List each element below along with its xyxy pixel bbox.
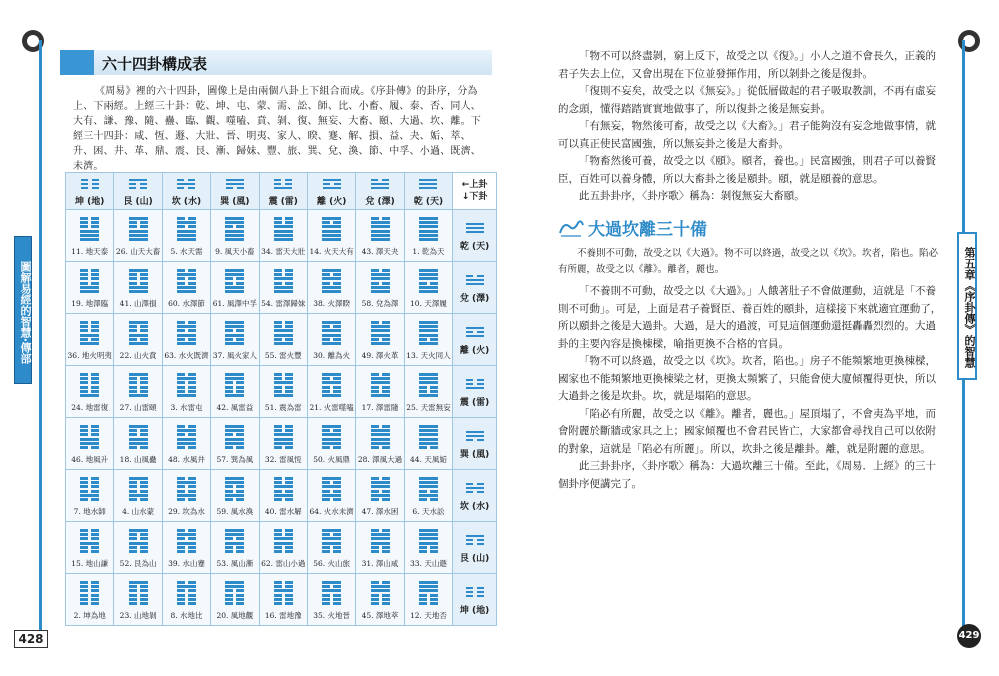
hexagram-icon	[308, 477, 355, 507]
hexagram-icon	[308, 321, 355, 351]
lower-trigram-header	[453, 574, 497, 626]
hexagram-cell	[114, 470, 162, 522]
lower-trigram-label: 兌 (澤)	[459, 293, 490, 304]
upper-trigram-label: 離 (火)	[316, 196, 347, 207]
hexagram-icon	[114, 529, 161, 559]
hexagram-name: 3. 水雷屯	[170, 402, 203, 412]
hexagram-cell	[307, 314, 355, 366]
hexagram-name: 45. 澤地萃	[361, 610, 399, 620]
hexagram-cell	[162, 210, 210, 262]
trigram-icon	[66, 176, 113, 194]
hexagram-icon	[356, 217, 403, 247]
lower-trigram-label: 震 (雷)	[459, 397, 490, 408]
hexagram-name: 12. 天地否	[410, 610, 447, 620]
hexagram-icon	[66, 581, 113, 611]
hexagram-name: 36. 地火明夷	[67, 350, 112, 360]
hexagram-icon	[260, 581, 307, 611]
page-number: 428	[14, 630, 48, 648]
paragraph: 「陷必有所麗，故受之以《離》。離者，麗也。」屋頂塌了，不會夷為平地，而會附麗於斷牆或家具之上；國家傾覆也不會君民皆亡，大家都會尋找自己可以依附的對象，這就是「陷必有所麗」。所以，坎卦之後是離卦。離，就是附麗的意思。	[558, 407, 936, 455]
trigram-icon	[453, 220, 496, 239]
upper-trigram-header	[259, 173, 307, 210]
lower-trigram-label: 艮 (山)	[459, 553, 490, 564]
upper-trigram-label: 坤 (地)	[75, 196, 105, 207]
hexagram-cell	[162, 522, 210, 574]
hexagram-icon	[356, 373, 403, 403]
intro-paragraph: 《周易》裡的六十四卦，圖像上是由兩個八卦上下組合而成。《序卦傳》的卦序，分為上、下兩經。上經三十卦：乾、坤、屯、蒙、需、訟、師、比、小畜、履、泰、否、同人、大有、謙、豫、隨、蠱、臨、觀、噬嗑、賁、剝、復、無妄、大畜、頤、大過、坎、離。下經三十四卦：咸、恆、遯、大壯、晉、明夷、家人、睽、蹇、解、損、益、夬、姤、萃、升、困、井、革、鼎、震、艮、漸、歸妹、豐、旅、巽、兌、渙、節、中孚、小過、既濟、未濟。	[73, 86, 481, 172]
paragraph: 此三卦卦序，〈卦序歌〉稱為：大過坎離三十備。至此，《周易．上經》的三十個卦序便講完了。	[558, 460, 936, 490]
hexagram-cell	[356, 418, 404, 470]
hexagram-icon	[163, 373, 210, 403]
hexagram-icon	[308, 373, 355, 403]
hexagram-icon	[356, 581, 403, 611]
hexagram-icon	[114, 373, 161, 403]
hexagram-cell	[66, 210, 114, 262]
hexagram-cell	[307, 574, 355, 626]
hexagram-name: 14. 火天大有	[309, 246, 354, 256]
hexagram-icon	[114, 269, 161, 299]
hexagram-cell	[404, 470, 452, 522]
hexagram-icon	[405, 373, 452, 403]
hexagram-icon	[260, 217, 307, 247]
hexagram-icon	[66, 217, 113, 247]
hexagram-name: 48. 水風井	[168, 454, 205, 464]
hexagram-icon	[163, 581, 210, 611]
hexagram-icon	[260, 529, 307, 559]
hexagram-icon	[405, 581, 452, 611]
lower-trigram-header	[453, 366, 497, 418]
chapter-tab: 第五章《序卦傳》的智慧	[957, 232, 977, 380]
hexagram-cell	[307, 366, 355, 418]
hexagram-icon	[260, 269, 307, 299]
upper-trigram-label: 坎 (水)	[171, 196, 202, 207]
upper-trigram-header	[307, 173, 355, 210]
hexagram-name: 38. 火澤睽	[313, 298, 351, 308]
hexagram-name: 56. 火山旅	[313, 558, 351, 568]
hexagram-cell	[162, 574, 210, 626]
lower-trigram-hint: ↓下卦	[461, 192, 488, 202]
table-row	[66, 470, 497, 522]
trigram-icon	[211, 176, 258, 194]
hexagram-name: 26. 山天大畜	[115, 246, 161, 256]
hexagram-icon	[114, 425, 161, 455]
hexagram-cell	[259, 366, 307, 418]
upper-trigram-header	[404, 173, 452, 210]
left-page	[0, 0, 499, 676]
hexagram-icon	[211, 581, 258, 611]
hexagram-name: 32. 雷風恆	[264, 454, 302, 464]
edge-line	[39, 40, 42, 630]
hexagram-cell	[66, 366, 114, 418]
trigram-icon	[453, 532, 496, 551]
hexagram-name: 19. 地澤臨	[71, 298, 109, 308]
table-row	[66, 210, 497, 262]
wave-icon	[60, 50, 94, 75]
hexagram-name: 7. 地水師	[73, 506, 106, 516]
hexagram-name: 63. 水火既濟	[164, 350, 209, 360]
hexagram-name: 49. 澤火革	[361, 350, 399, 360]
hexagram-cell	[162, 470, 210, 522]
hexagram-name: 18. 山風蠱	[119, 454, 157, 464]
hexagram-icon	[356, 425, 403, 455]
hexagram-icon	[114, 217, 161, 247]
trigram-icon	[453, 480, 496, 499]
hexagram-cell	[259, 418, 307, 470]
hexagram-icon	[260, 425, 307, 455]
hexagram-name: 46. 地風升	[71, 454, 109, 464]
trigram-icon	[260, 176, 307, 194]
hexagram-icon	[308, 529, 355, 559]
hexagram-icon	[163, 529, 210, 559]
hexagram-name: 31. 澤山咸	[361, 558, 399, 568]
hexagram-name: 50. 火風鼎	[313, 454, 351, 464]
hexagram-name: 23. 山地剝	[119, 610, 157, 620]
hexagram-icon	[163, 217, 210, 247]
hexagram-cell	[211, 522, 259, 574]
hexagram-icon	[163, 425, 210, 455]
hexagram-name: 15. 地山謙	[71, 558, 109, 568]
hexagram-cell	[259, 574, 307, 626]
lower-trigram-label: 乾 (天)	[459, 241, 490, 252]
hexagram-name: 62. 雷山小過	[261, 558, 306, 568]
upper-trigram-header	[356, 173, 404, 210]
lower-trigram-header	[453, 418, 497, 470]
hexagram-icon	[114, 321, 161, 351]
hexagram-icon	[356, 477, 403, 507]
hexagram-name: 54. 雷澤歸妹	[261, 298, 306, 308]
hexagram-cell	[404, 418, 452, 470]
wave-icon	[558, 219, 584, 237]
hexagram-name: 33. 天山遯	[410, 558, 447, 568]
lower-trigram-label: 巽 (風)	[459, 449, 490, 460]
hexagram-name: 6. 天水訟	[412, 506, 445, 516]
quote: 不養則不可動，故受之以《大過》。物不可以終過，故受之以《坎》。坎者，陷也。陷必有所麗，故受之以《離》。離者，麗也。	[558, 248, 939, 275]
hexagram-name: 41. 山澤損	[119, 298, 157, 308]
lower-trigram-header	[453, 210, 497, 262]
hexagram-cell	[114, 366, 162, 418]
hexagram-cell	[356, 366, 404, 418]
trigram-icon	[356, 176, 403, 194]
hexagram-icon	[356, 529, 403, 559]
hexagram-cell	[162, 262, 210, 314]
hexagram-cell	[307, 210, 355, 262]
paragraph: 此五卦卦序，〈卦序歌〉稱為：剝復無妄大畜頤。	[579, 190, 805, 202]
hexagram-icon	[405, 217, 452, 247]
hexagram-icon	[66, 269, 113, 299]
body-text-top	[558, 48, 942, 206]
page-number: 429	[957, 624, 981, 648]
table-row	[66, 522, 497, 574]
table-title: 六十四卦構成表	[102, 55, 208, 73]
hexagram-icon	[211, 477, 258, 507]
hexagram-name: 5. 水天需	[170, 246, 203, 256]
trigram-icon	[405, 176, 452, 194]
hexagram-name: 43. 澤天夬	[361, 246, 399, 256]
hexagram-icon	[308, 581, 355, 611]
table-title-bar	[60, 50, 492, 75]
hexagram-cell	[66, 262, 114, 314]
upper-trigram-label: 巽 (風)	[220, 196, 250, 207]
hexagram-cell	[259, 470, 307, 522]
hexagram-cell	[66, 314, 114, 366]
hexagram-name: 60. 水澤節	[168, 298, 205, 308]
hexagram-name: 58. 兌為澤	[361, 298, 399, 308]
table-corner	[453, 173, 497, 210]
hexagram-cell	[356, 522, 404, 574]
table-row	[66, 574, 497, 626]
hexagram-name: 8. 水地比	[170, 610, 203, 620]
hexagram-cell	[259, 262, 307, 314]
upper-trigram-label: 兌 (澤)	[365, 196, 395, 207]
hexagram-cell	[356, 574, 404, 626]
hexagram-name: 42. 風雷益	[216, 402, 254, 412]
hexagram-cell	[259, 210, 307, 262]
hexagram-name: 1. 乾為天	[412, 246, 445, 256]
hexagram-icon	[356, 321, 403, 351]
hexagram-cell	[404, 262, 452, 314]
hexagram-icon	[405, 477, 452, 507]
table-row	[66, 366, 497, 418]
upper-trigram-header	[211, 173, 259, 210]
hexagram-cell	[66, 470, 114, 522]
hexagram-cell	[404, 574, 452, 626]
trigram-icon	[114, 176, 161, 194]
lower-trigram-label: 坤 (地)	[459, 605, 490, 616]
hexagram-icon	[211, 529, 258, 559]
paragraph: 「物畜然後可養，故受之以《頤》。頤者，養也。」民富國強，則君子可以養賢臣，百姓可以養身體，所以大畜卦之後是頤卦。頤，就是頤養的意思。	[558, 155, 936, 185]
section-heading	[558, 215, 707, 240]
hexagram-cell	[66, 522, 114, 574]
hexagram-cell	[356, 470, 404, 522]
paragraph: 「有無妄，物然後可畜，故受之以《大畜》。」君子能夠沒有妄念地做事情，就可以真正使民富國強，所以無妄卦之後是大畜卦。	[558, 120, 936, 150]
intro-text	[73, 84, 483, 174]
hexagram-cell	[307, 418, 355, 470]
hexagram-icon	[114, 477, 161, 507]
upper-trigram-header	[114, 173, 162, 210]
upper-trigram-header-row	[66, 173, 497, 210]
paragraph: 「物不可以終盡剝，窮上反下，故受之以《復》。」小人之道不會長久，正義的君子失去上位，又會出現在下位並發揮作用，所以剝卦之後是復卦。	[558, 50, 936, 80]
hexagram-cell	[162, 418, 210, 470]
trigram-icon	[453, 428, 496, 447]
hexagram-cell	[211, 418, 259, 470]
hexagram-cell	[211, 262, 259, 314]
hexagram-name: 37. 風火家人	[212, 350, 258, 360]
lower-trigram-header	[453, 262, 497, 314]
lower-trigram-header	[453, 470, 497, 522]
hexagram-icon	[405, 425, 452, 455]
paragraph: 「復則不妄矣，故受之以《無妄》。」從低層做起的君子吸取教訓，不再有虛妄的念頭，懂得踏踏實實地做事了，所以復卦之後是無妄卦。	[558, 85, 936, 115]
hexagram-name: 34. 雷天大壯	[261, 246, 306, 256]
table-row	[66, 314, 497, 366]
hexagram-icon	[356, 269, 403, 299]
hexagram-name: 47. 澤水困	[361, 506, 399, 516]
upper-trigram-label: 乾 (天)	[413, 196, 444, 207]
hexagram-name: 24. 地雷復	[71, 402, 109, 412]
hexagram-icon	[211, 321, 258, 351]
upper-trigram-label: 震 (雷)	[268, 196, 298, 207]
hexagram-name: 10. 天澤履	[410, 298, 447, 308]
hexagram-icon	[66, 425, 113, 455]
hexagram-icon	[163, 321, 210, 351]
hexagram-name: 44. 天風姤	[410, 454, 447, 464]
table-row	[66, 418, 497, 470]
hexagram-cell	[356, 314, 404, 366]
hexagram-icon	[260, 321, 307, 351]
hexagram-icon	[211, 269, 258, 299]
hexagram-cell	[404, 314, 452, 366]
hexagram-name: 61. 風澤中孚	[212, 298, 258, 308]
hexagram-cell	[114, 522, 162, 574]
hexagram-name: 55. 雷火豐	[264, 350, 302, 360]
hexagram-name: 39. 水山蹇	[168, 558, 205, 568]
hexagram-name: 59. 風水渙	[216, 506, 254, 516]
quote-block	[558, 246, 942, 278]
hexagram-cell	[162, 314, 210, 366]
trigram-icon	[163, 176, 210, 194]
hexagram-name: 2. 坤為地	[73, 610, 106, 620]
side-tab: 圖解易經的智慧‧傳部	[14, 236, 32, 384]
hexagram-icon	[308, 269, 355, 299]
hexagram-cell	[114, 314, 162, 366]
hexagram-cell	[404, 522, 452, 574]
hexagram-icon	[66, 477, 113, 507]
hexagram-icon	[66, 373, 113, 403]
hexagram-name: 52. 艮為山	[119, 558, 157, 568]
hexagram-icon	[66, 321, 113, 351]
hexagram-cell	[162, 366, 210, 418]
upper-trigram-header	[66, 173, 114, 210]
hexagram-name: 27. 山雷頤	[119, 402, 157, 412]
lower-trigram-label: 坎 (水)	[459, 501, 490, 512]
upper-trigram-header	[162, 173, 210, 210]
hexagram-icon	[405, 321, 452, 351]
hexagram-cell	[307, 262, 355, 314]
hexagram-name: 4. 山水蒙	[122, 506, 155, 516]
section-heading-text: 大過坎離三十備	[588, 220, 707, 240]
hexagram-name: 29. 坎為水	[168, 506, 205, 516]
hexagram-cell	[307, 470, 355, 522]
hexagram-cell	[307, 522, 355, 574]
hexagram-cell	[66, 418, 114, 470]
hexagram-name: 20. 風地觀	[216, 610, 254, 620]
hexagram-icon	[114, 581, 161, 611]
hexagram-icon	[66, 529, 113, 559]
hexagram-cell	[356, 262, 404, 314]
hexagram-cell	[211, 574, 259, 626]
hexagram-cell	[114, 262, 162, 314]
trigram-icon	[308, 176, 355, 194]
hexagram-table	[65, 172, 497, 626]
hexagram-icon	[260, 373, 307, 403]
hexagram-icon	[163, 477, 210, 507]
hexagram-name: 13. 天火同人	[406, 350, 451, 360]
table-row	[66, 262, 497, 314]
hexagram-name: 57. 巽為風	[216, 454, 254, 464]
hexagram-icon	[260, 477, 307, 507]
upper-trigram-hint: ←上卦	[461, 180, 488, 190]
hexagram-cell	[114, 210, 162, 262]
hexagram-icon	[211, 217, 258, 247]
hexagram-icon	[405, 529, 452, 559]
hexagram-cell	[404, 210, 452, 262]
hexagram-icon	[405, 269, 452, 299]
hexagram-name: 25. 天雷無妄	[406, 402, 451, 412]
hexagram-icon	[308, 425, 355, 455]
hexagram-cell	[259, 314, 307, 366]
hexagram-name: 30. 離為火	[313, 350, 351, 360]
hexagram-name: 11. 地天泰	[71, 246, 109, 256]
right-page	[500, 0, 999, 676]
hexagram-cell	[211, 314, 259, 366]
hexagram-icon	[163, 269, 210, 299]
hexagram-icon	[211, 373, 258, 403]
upper-trigram-label: 艮 (山)	[123, 196, 153, 207]
hexagram-icon	[308, 217, 355, 247]
trigram-icon	[453, 324, 496, 343]
hexagram-name: 22. 山火賁	[119, 350, 157, 360]
hexagram-name: 28. 澤風大過	[357, 454, 403, 464]
paragraph: 「不養則不可動，故受之以《大過》。」人餓著肚子不會做運動，這就是「不養則不可動」。可是，上面是君子養賢臣、養百姓的頤卦，這樣接下來就適宜運動了，所以頤卦之後是大過卦。大過，是大的過渡，可見這個運動還挺轟轟烈烈的。大過卦的主要內容是換棟樑，喻指更換不合格的官員。	[558, 285, 942, 350]
hexagram-cell	[211, 366, 259, 418]
hexagram-cell	[66, 574, 114, 626]
hexagram-cell	[356, 210, 404, 262]
hexagram-cell	[211, 210, 259, 262]
lower-trigram-header	[453, 522, 497, 574]
hexagram-name: 64. 火水未濟	[309, 506, 354, 516]
lower-trigram-label: 離 (火)	[459, 345, 490, 356]
hexagram-icon	[211, 425, 258, 455]
lower-trigram-header	[453, 314, 497, 366]
hexagram-name: 53. 風山漸	[216, 558, 254, 568]
trigram-icon	[453, 584, 496, 603]
hexagram-cell	[114, 574, 162, 626]
hexagram-name: 16. 雷地豫	[264, 610, 302, 620]
hexagram-name: 9. 風天小畜	[215, 246, 255, 256]
paragraph: 「物不可以終過，故受之以《坎》。坎者，陷也。」房子不能頻繁地更換棟樑，國家也不能頻繁地更換棟梁之材，更換太頻繁了，只能會使大廈傾覆得更快，所以大過卦之後是坎卦。坎，就是塌陷的意思。	[558, 355, 936, 402]
hexagram-name: 35. 火地晉	[313, 610, 351, 620]
hexagram-name: 51. 震為雷	[264, 402, 302, 412]
hexagram-cell	[404, 366, 452, 418]
hexagram-name: 40. 雷水解	[264, 506, 302, 516]
trigram-icon	[453, 376, 496, 395]
body-text-bottom	[558, 283, 942, 493]
hexagram-cell	[114, 418, 162, 470]
hexagram-name: 17. 澤雷隨	[361, 402, 399, 412]
hexagram-name: 21. 火雷噬嗑	[309, 402, 354, 412]
hexagram-cell	[259, 522, 307, 574]
trigram-icon	[453, 272, 496, 291]
hexagram-cell	[211, 470, 259, 522]
